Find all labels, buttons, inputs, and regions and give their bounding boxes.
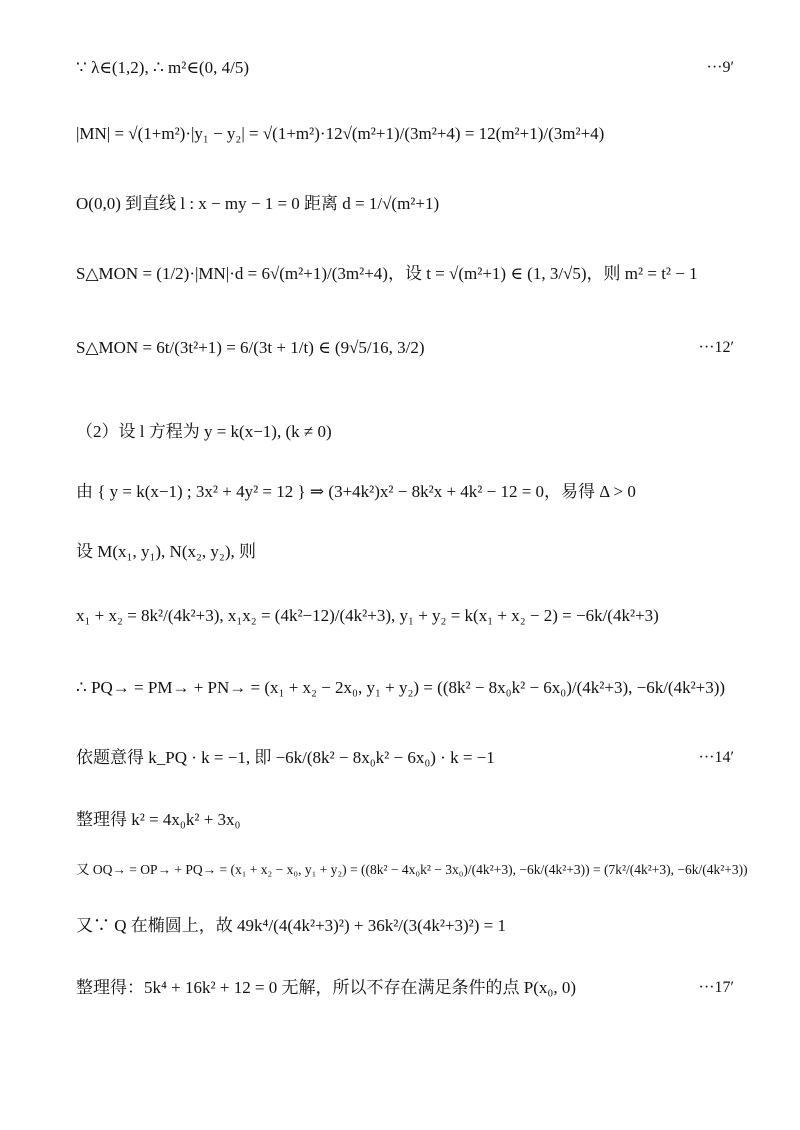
line-text: （2）设 l 方程为 y = k(x−1), (k ≠ 0) — [76, 422, 332, 441]
line-text: ∵ λ∈(1,2), ∴ m²∈(0, 4/5) — [76, 58, 249, 77]
line-text: 又 OQ→ = OP→ + PQ→ = (x₁ + x₂ − x₀, y₁ + y₂) = ((8k² − 4x₀k² − 3x₀)/(4k²+3), −6k/(4k²+3)) = (7k²/(4k²+3), −6k/(4k²+3)) — [76, 862, 748, 877]
line-text: 又∵ Q 在椭圆上，故 49k⁴/(4(4k²+3)²) + 36k²/(3(4k²+3)²) = 1 — [76, 916, 507, 935]
score-mark: ···9′ — [706, 59, 734, 76]
score-mark: ···17′ — [698, 979, 734, 996]
line-text: 整理得 k² = 4x₀k² + 3x₀ — [76, 810, 241, 829]
line-text: O(0,0) 到直线 l : x − my − 1 = 0 距离 d = 1/√(m²+1) — [76, 194, 440, 213]
line-text: S△MON = 6t/(3t²+1) = 6/(3t + 1/t) ∈ (9√5/16, 3/2) — [76, 338, 425, 357]
line-text: |MN| = √(1+m²)·|y₁ − y₂| = √(1+m²)·12√(m²+1)/(3m²+4) = 12(m²+1)/(3m²+4) — [76, 124, 605, 143]
line-text: 设 M(x₁, y₁), N(x₂, y₂), 则 — [76, 542, 256, 561]
line-text: x₁ + x₂ = 8k²/(4k²+3), x₁x₂ = (4k²−12)/(4k²+3), y₁ + y₂ = k(x₁ + x₂ − 2) = −6k/(4k²+3) — [76, 606, 659, 625]
line-text: 整理得：5k⁴ + 16k² + 12 = 0 无解，所以不存在满足条件的点 P(x₀, 0) — [76, 978, 576, 997]
line-text: 依题意得 k_PQ · k = −1, 即 −6k/(8k² − 8x₀k² − 6x₀) · k = −1 — [76, 748, 495, 767]
score-mark: ···14′ — [698, 749, 734, 766]
score-mark: ···12′ — [698, 339, 734, 356]
line-text: S△MON = (1/2)·|MN|·d = 6√(m²+1)/(3m²+4)，设 t = √(m²+1) ∈ (1, 3/√5)，则 m² = t² − 1 — [76, 264, 698, 283]
line-text: ∴ PQ→ = PM→ + PN→ = (x₁ + x₂ − 2x₀, y₁ + y₂) = ((8k² − 8x₀k² − 6x₀)/(4k²+3), −6k/(4k²+3)) — [76, 678, 726, 697]
line-text: 由 { y = k(x−1) ; 3x² + 4y² = 12 } ⇒ (3+4k²)x² − 8k²x + 4k² − 12 = 0，易得 Δ > 0 — [76, 482, 636, 501]
